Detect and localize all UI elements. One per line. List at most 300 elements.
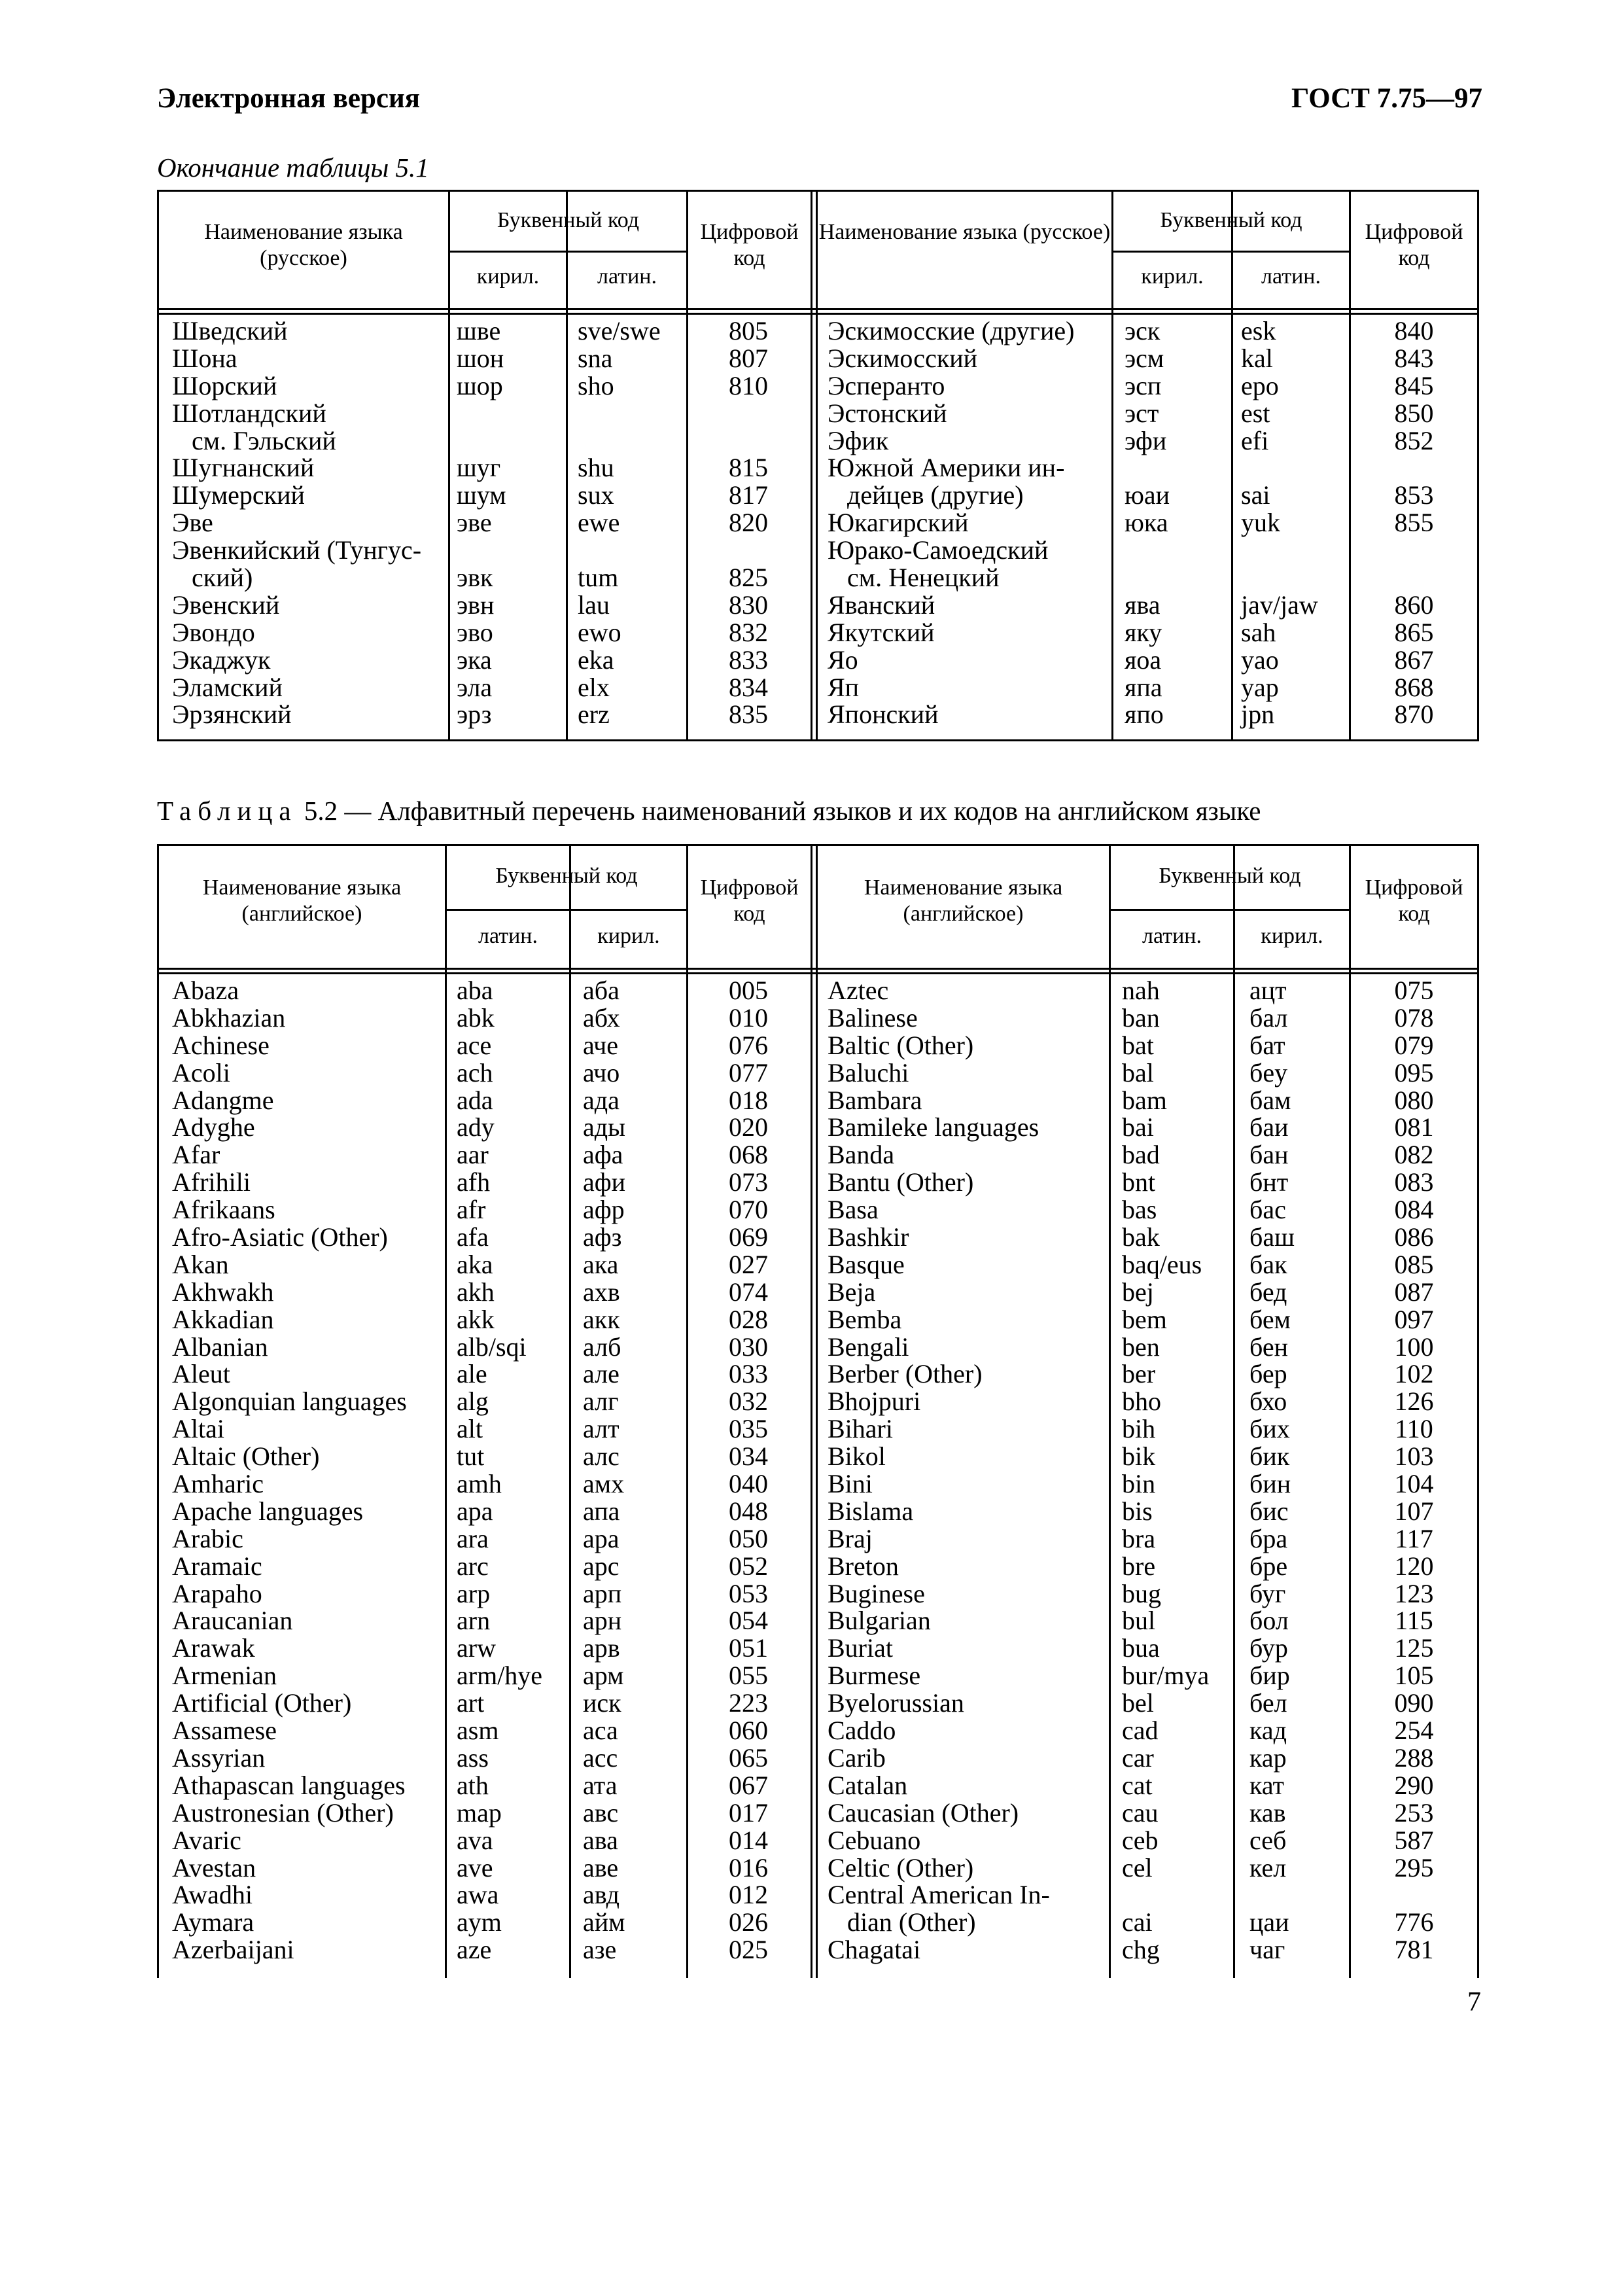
cell-code-a: afa xyxy=(457,1222,489,1252)
cell-digit-code: 110 xyxy=(1395,1414,1433,1444)
cell-name: Японский xyxy=(828,699,939,730)
cell-code-b: аве xyxy=(583,1852,619,1882)
table-row xyxy=(818,1114,1477,1141)
col-header-name: Наименование языка (русское) xyxy=(204,220,403,270)
cell-digit-code: 295 xyxy=(1394,1852,1434,1882)
cell-digit-code: 815 xyxy=(729,453,768,483)
table-row xyxy=(159,1141,811,1169)
cell-digit-code: 087 xyxy=(1394,1277,1434,1307)
cell-code-b: афи xyxy=(583,1167,626,1197)
table-row xyxy=(818,1553,1477,1580)
cell-name: Шумерский xyxy=(172,480,305,510)
cell-name: Avaric xyxy=(172,1825,241,1855)
cell-digit-code: 027 xyxy=(729,1249,768,1279)
cell-code-a: шор xyxy=(457,370,503,400)
cell-code-b: epo xyxy=(1241,370,1279,400)
cell-name: Bashkir xyxy=(828,1222,909,1252)
table-row xyxy=(818,1717,1477,1744)
cell-code-a: эво xyxy=(457,617,493,647)
col-header-lat: латин. xyxy=(478,924,538,948)
table-row xyxy=(818,1662,1477,1689)
cell-name: Эвенский xyxy=(172,590,280,620)
cell-digit-code: 070 xyxy=(729,1195,768,1225)
col-header-digit-code: Цифровой код xyxy=(1365,220,1463,270)
col-line xyxy=(811,846,812,1978)
cell-name: Aramaic xyxy=(172,1551,262,1581)
cell-name: Afrihili xyxy=(172,1167,251,1197)
cell-name: дейцев (другие) xyxy=(828,480,1024,510)
cell-code-a: ass xyxy=(457,1742,489,1773)
table-row xyxy=(159,1004,811,1032)
cell-code-a: asm xyxy=(457,1716,499,1746)
cell-digit-code: 855 xyxy=(1394,508,1434,538)
cell-code-a: baq/eus xyxy=(1122,1249,1202,1279)
cell-code-a: ale xyxy=(457,1359,487,1389)
cell-digit-code: 290 xyxy=(1394,1770,1434,1800)
cell-name: Athapascan languages xyxy=(172,1770,406,1800)
table1-right-rows xyxy=(818,317,1477,728)
cell-name: Algonquian languages xyxy=(172,1386,407,1417)
cell-digit-code: 868 xyxy=(1394,672,1434,702)
cell-name: Arabic xyxy=(172,1523,243,1553)
cell-digit-code: 026 xyxy=(729,1907,768,1937)
table-row xyxy=(159,482,811,509)
cell-name: Achinese xyxy=(172,1030,270,1060)
cell-name: Bambara xyxy=(828,1085,922,1115)
table-row xyxy=(818,1004,1477,1032)
cell-code-b: асс xyxy=(583,1742,618,1773)
cell-digit-code: 860 xyxy=(1394,590,1434,620)
table-row xyxy=(818,1141,1477,1169)
table-row xyxy=(818,1251,1477,1279)
cell-code-a: aar xyxy=(457,1140,489,1170)
cell-code-a: эвк xyxy=(457,563,493,593)
cell-code-b: ада xyxy=(583,1085,620,1115)
cell-code-b: kal xyxy=(1241,343,1273,373)
cell-name: Altaic (Other) xyxy=(172,1441,320,1472)
col-header-letter-code: Буквенный код xyxy=(1160,208,1302,232)
header-line xyxy=(159,968,1477,970)
cell-code-b: erz xyxy=(578,699,610,730)
cell-digit-code: 055 xyxy=(729,1661,768,1691)
cell-code-b: кав xyxy=(1249,1797,1286,1828)
cell-code-b: кад xyxy=(1249,1716,1287,1746)
cell-digit-code: 097 xyxy=(1394,1304,1434,1334)
cell-code-b: бас xyxy=(1249,1195,1286,1225)
cell-digit-code: 125 xyxy=(1394,1633,1434,1663)
cell-digit-code: 078 xyxy=(1394,1002,1434,1033)
cell-digit-code: 100 xyxy=(1394,1332,1434,1362)
table-row xyxy=(818,1689,1477,1717)
cell-digit-code: 870 xyxy=(1394,699,1434,730)
cell-code-a: bej xyxy=(1122,1277,1154,1307)
cell-code-a: ace xyxy=(457,1030,492,1060)
cell-code-b: арв xyxy=(583,1633,620,1663)
table-row xyxy=(159,1662,811,1689)
cell-digit-code: 117 xyxy=(1395,1523,1433,1553)
cell-code-a: шум xyxy=(457,480,506,510)
table-row xyxy=(159,1251,811,1279)
cell-code-a: эсп xyxy=(1125,370,1162,400)
cell-code-a: arn xyxy=(457,1606,491,1636)
table-row xyxy=(818,674,1477,701)
cell-code-a: эсм xyxy=(1125,343,1164,373)
cell-code-a: bam xyxy=(1122,1085,1167,1115)
table-row xyxy=(159,701,811,728)
table-row xyxy=(818,564,1477,592)
cell-code-b: ата xyxy=(583,1770,618,1800)
cell-name: Caucasian (Other) xyxy=(828,1797,1019,1828)
cell-code-b: sah xyxy=(1241,617,1276,647)
cell-name: Bulgarian xyxy=(828,1606,931,1636)
cell-code-a: bal xyxy=(1122,1057,1154,1087)
cell-digit-code: 853 xyxy=(1394,480,1434,510)
table-5-2 xyxy=(157,844,1479,1978)
table-row xyxy=(818,1607,1477,1634)
cell-code-b: иск xyxy=(583,1688,621,1718)
cell-name: Beja xyxy=(828,1277,876,1307)
table-row xyxy=(818,1279,1477,1306)
table-row xyxy=(159,977,811,1004)
cell-code-b: бол xyxy=(1249,1606,1289,1636)
cell-name: Юрако-Самоедский xyxy=(828,535,1049,565)
cell-code-b: авд xyxy=(583,1880,620,1910)
cell-code-b: афр xyxy=(583,1195,625,1225)
table-row xyxy=(818,1525,1477,1553)
cell-code-b: авс xyxy=(583,1797,619,1828)
cell-name: Baltic (Other) xyxy=(828,1030,974,1060)
table-row xyxy=(159,1169,811,1196)
cell-code-a: ada xyxy=(457,1085,493,1115)
cell-digit-code: 830 xyxy=(729,590,768,620)
cell-code-b: бен xyxy=(1249,1332,1288,1362)
cell-name: Шона xyxy=(172,343,237,373)
cell-code-a: юаи xyxy=(1125,480,1170,510)
cell-digit-code: 033 xyxy=(729,1359,768,1389)
table-row xyxy=(818,372,1477,400)
cell-code-b: yuk xyxy=(1241,508,1280,538)
table-row xyxy=(159,1936,811,1964)
cell-code-a: alt xyxy=(457,1414,483,1444)
table-row xyxy=(159,1717,811,1744)
cell-name: Afrikaans xyxy=(172,1195,275,1225)
table-row xyxy=(159,537,811,564)
cell-digit-code: 850 xyxy=(1394,398,1434,428)
cell-name: Abkhazian xyxy=(172,1002,286,1033)
table-row xyxy=(159,1059,811,1087)
cell-name: Cebuano xyxy=(828,1825,921,1855)
cell-digit-code: 030 xyxy=(729,1332,768,1362)
table-row xyxy=(159,1772,811,1799)
cell-name: Basque xyxy=(828,1249,905,1279)
cell-name: Araucanian xyxy=(172,1606,293,1636)
cell-name: Эстонский xyxy=(828,398,947,428)
cell-code-a: nah xyxy=(1122,976,1160,1005)
cell-name: Эфик xyxy=(828,425,889,455)
table-row xyxy=(818,1470,1477,1498)
cell-code-b: бхо xyxy=(1249,1386,1287,1417)
table-row xyxy=(159,372,811,400)
cell-digit-code: 035 xyxy=(729,1414,768,1444)
table-row xyxy=(159,1087,811,1114)
table-row xyxy=(159,646,811,674)
cell-name: Buginese xyxy=(828,1578,925,1608)
cell-digit-code: 840 xyxy=(1394,316,1434,345)
cell-code-a: эве xyxy=(457,508,492,538)
cell-digit-code: 025 xyxy=(729,1935,768,1965)
table-row xyxy=(159,1306,811,1333)
cell-name: Эламский xyxy=(172,672,283,702)
cell-code-b: бeу xyxy=(1249,1057,1288,1087)
cell-code-b: арн xyxy=(583,1606,622,1636)
cell-code-a: ben xyxy=(1122,1332,1160,1362)
cell-code-a: ava xyxy=(457,1825,493,1855)
cell-name: Bamileke languages xyxy=(828,1112,1039,1142)
table2-right-rows xyxy=(818,977,1477,1964)
cell-name: Braj xyxy=(828,1523,873,1553)
cell-digit-code: 052 xyxy=(729,1551,768,1581)
cell-name: Afar xyxy=(172,1140,220,1170)
cell-code-a: bug xyxy=(1122,1578,1161,1608)
col-header-name: Наименование языка (английское) xyxy=(202,875,402,926)
cell-name: Эсперанто xyxy=(828,370,945,400)
cell-name: Эвондо xyxy=(172,617,255,647)
cell-code-b: sna xyxy=(578,343,613,373)
cell-digit-code: 069 xyxy=(729,1222,768,1252)
cell-name: Artificial (Other) xyxy=(172,1688,352,1718)
cell-name: Berber (Other) xyxy=(828,1359,983,1389)
cell-code-b: але xyxy=(583,1359,620,1389)
cell-name: Amharic xyxy=(172,1469,264,1499)
cell-code-a: эрз xyxy=(457,699,492,730)
cell-code-a: car xyxy=(1122,1742,1154,1773)
cell-name: Экаджук xyxy=(172,645,271,675)
cell-code-a: art xyxy=(457,1688,485,1718)
cell-code-b: чаг xyxy=(1249,1935,1285,1965)
cell-digit-code: 867 xyxy=(1394,645,1434,675)
cell-code-b: sve/swe xyxy=(578,316,661,345)
col-header-letter-code: Буквенный код xyxy=(497,208,640,232)
table-row xyxy=(818,345,1477,372)
cell-name: dian (Other) xyxy=(828,1907,976,1937)
table-row xyxy=(159,1114,811,1141)
cell-digit-code: 104 xyxy=(1394,1469,1434,1499)
cell-code-b: абх xyxy=(583,1002,620,1033)
cell-code-a: шон xyxy=(457,343,504,373)
cell-name: Южной Америки ин- xyxy=(828,453,1065,483)
col-header-lat: латин. xyxy=(597,264,657,289)
table-row xyxy=(818,400,1477,427)
cell-digit-code: 073 xyxy=(729,1167,768,1197)
col-header-letter-code: Буквенный код xyxy=(1159,864,1301,888)
cell-code-b: апа xyxy=(583,1496,620,1526)
cell-digit-code: 817 xyxy=(729,480,768,510)
cell-name: Central American In- xyxy=(828,1880,1050,1910)
col-header-digit-code: Цифровой код xyxy=(1365,875,1463,926)
cell-code-a: aym xyxy=(457,1907,502,1937)
cell-name: Avestan xyxy=(172,1852,256,1882)
cell-code-b: арс xyxy=(583,1551,620,1581)
cell-code-b: бра xyxy=(1249,1523,1288,1553)
table-row xyxy=(818,1634,1477,1662)
cell-code-a: юка xyxy=(1125,508,1168,538)
cell-code-a: aka xyxy=(457,1249,493,1279)
cell-code-a: bat xyxy=(1122,1030,1154,1060)
cell-code-b: est xyxy=(1241,398,1270,428)
cell-code-b: алг xyxy=(583,1386,619,1417)
cell-digit-code: 095 xyxy=(1394,1057,1434,1087)
cell-code-a: alb/sqi xyxy=(457,1332,527,1362)
cell-code-b: efi xyxy=(1241,425,1269,455)
cell-code-a: tut xyxy=(457,1441,485,1472)
cell-digit-code: 010 xyxy=(729,1002,768,1033)
table-row xyxy=(818,1799,1477,1827)
table-row xyxy=(159,1032,811,1059)
cell-code-a: amh xyxy=(457,1469,502,1499)
cell-name: Aztec xyxy=(828,976,889,1005)
cell-code-b: бис xyxy=(1249,1496,1289,1526)
cell-code-a: эка xyxy=(457,645,492,675)
cell-name: Afro-Asiatic (Other) xyxy=(172,1222,388,1252)
cell-code-a: aze xyxy=(457,1935,492,1965)
cell-name: Эскимосский xyxy=(828,343,978,373)
cell-code-b: ава xyxy=(583,1825,618,1855)
cell-code-a: bre xyxy=(1122,1551,1156,1581)
cell-digit-code: 810 xyxy=(729,370,768,400)
cell-code-a: ach xyxy=(457,1057,493,1087)
cell-name: Aleut xyxy=(172,1359,230,1389)
cell-code-a: япо xyxy=(1125,699,1164,730)
table-row xyxy=(818,1360,1477,1388)
cell-code-b: алт xyxy=(583,1414,620,1444)
cell-code-b: бат xyxy=(1249,1030,1285,1060)
table-row xyxy=(818,1854,1477,1882)
col-header-digit-code: Цифровой код xyxy=(700,875,799,926)
cell-code-a: эфи xyxy=(1125,425,1167,455)
col-header-cyr: кирил. xyxy=(1261,924,1323,948)
table-row xyxy=(159,1415,811,1443)
table-row xyxy=(818,1881,1477,1909)
cell-digit-code: 865 xyxy=(1394,617,1434,647)
header-right: ГОСТ 7.75—97 xyxy=(1291,83,1482,114)
cell-digit-code: 079 xyxy=(1394,1030,1434,1060)
cell-name: Albanian xyxy=(172,1332,268,1362)
cell-code-a: chg xyxy=(1122,1935,1160,1965)
cell-name: Юкагирский xyxy=(828,508,969,538)
table-row xyxy=(818,1059,1477,1087)
cell-code-a: apa xyxy=(457,1496,493,1526)
cell-digit-code: 028 xyxy=(729,1304,768,1334)
cell-name: Byelorussian xyxy=(828,1688,964,1718)
table-row xyxy=(818,1224,1477,1251)
cell-digit-code: 120 xyxy=(1394,1551,1434,1581)
cell-digit-code: 048 xyxy=(729,1496,768,1526)
table-row xyxy=(159,1634,811,1662)
cell-digit-code: 843 xyxy=(1394,343,1434,373)
cell-name: Adyghe xyxy=(172,1112,255,1142)
table-row xyxy=(159,674,811,701)
table-row xyxy=(818,1744,1477,1772)
table-row xyxy=(818,1443,1477,1470)
cell-digit-code: 081 xyxy=(1394,1112,1434,1142)
cell-name: Basa xyxy=(828,1195,879,1225)
cell-code-a: ady xyxy=(457,1112,495,1142)
cell-code-a: arm/hye xyxy=(457,1661,543,1691)
header-line xyxy=(159,313,1477,315)
cell-name: Altai xyxy=(172,1414,224,1444)
cell-code-a: bak xyxy=(1122,1222,1160,1252)
table-row xyxy=(818,1306,1477,1333)
cell-code-b: цаи xyxy=(1249,1907,1289,1937)
cell-code-a: cau xyxy=(1122,1797,1159,1828)
cell-code-b: esk xyxy=(1241,316,1276,345)
table-row xyxy=(159,592,811,619)
cell-digit-code: 090 xyxy=(1394,1688,1434,1718)
cell-code-a: arp xyxy=(457,1578,491,1608)
table-row xyxy=(818,592,1477,619)
cell-digit-code: 083 xyxy=(1394,1167,1434,1197)
cell-code-a: arw xyxy=(457,1633,496,1663)
cell-digit-code: 054 xyxy=(729,1606,768,1636)
cell-name: Catalan xyxy=(828,1770,908,1800)
cell-name: Carib xyxy=(828,1742,886,1773)
cell-digit-code: 587 xyxy=(1394,1825,1434,1855)
subheader-line xyxy=(445,909,686,911)
cell-name: Akan xyxy=(172,1249,229,1279)
cell-name: Banda xyxy=(828,1140,895,1170)
cell-code-b: eka xyxy=(578,645,614,675)
cell-name: Шугнанский xyxy=(172,453,315,483)
cell-code-a: яку xyxy=(1125,617,1162,647)
table-row xyxy=(818,509,1477,537)
table-row xyxy=(159,1909,811,1936)
cell-digit-code: 050 xyxy=(729,1523,768,1553)
table-row xyxy=(818,1196,1477,1224)
cell-digit-code: 076 xyxy=(729,1030,768,1060)
cell-digit-code: 254 xyxy=(1394,1716,1434,1746)
table-row xyxy=(818,646,1477,674)
col-header-lat: латин. xyxy=(1142,924,1202,948)
cell-name: Шорский xyxy=(172,370,277,400)
cell-code-a: bai xyxy=(1122,1112,1154,1142)
table-row xyxy=(159,1333,811,1361)
col-header-cyr: кирил. xyxy=(597,924,660,948)
cell-code-b: буг xyxy=(1249,1578,1286,1608)
cell-code-a: ceb xyxy=(1122,1825,1159,1855)
cell-name: Bemba xyxy=(828,1304,902,1334)
cell-code-a: bul xyxy=(1122,1606,1156,1636)
subheader-line xyxy=(1111,251,1351,253)
table-row xyxy=(818,619,1477,646)
table-row xyxy=(818,482,1477,509)
col-line xyxy=(811,192,812,739)
cell-code-b: бед xyxy=(1249,1277,1287,1307)
cell-digit-code: 805 xyxy=(729,316,768,345)
cell-code-b: себ xyxy=(1249,1825,1287,1855)
table-row xyxy=(159,345,811,372)
table-row xyxy=(818,1909,1477,1936)
cell-digit-code: 080 xyxy=(1394,1085,1434,1115)
cell-code-a: эск xyxy=(1125,316,1161,345)
cell-code-b: бик xyxy=(1249,1441,1290,1472)
cell-code-b: акк xyxy=(583,1304,620,1334)
cell-digit-code: 832 xyxy=(729,617,768,647)
table-row xyxy=(818,1936,1477,1964)
cell-digit-code: 065 xyxy=(729,1742,768,1773)
cell-name: Breton xyxy=(828,1551,899,1581)
cell-code-b: аче xyxy=(583,1030,619,1060)
cell-code-a: cat xyxy=(1122,1770,1153,1800)
